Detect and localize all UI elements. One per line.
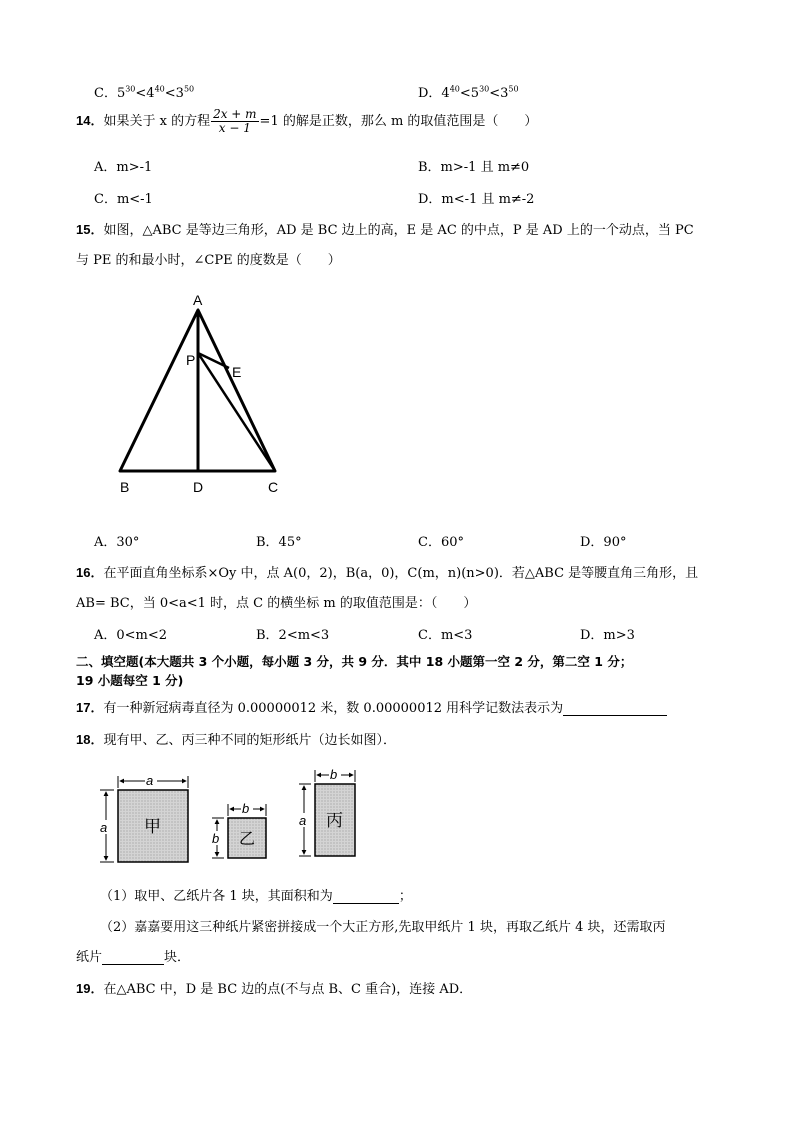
q18-number: 18． <box>76 732 104 747</box>
q16-option-b: B．2<m<3 <box>256 628 330 643</box>
paper-bing <box>298 767 355 856</box>
q14-fraction <box>211 108 258 135</box>
paper-jia-height-label: a <box>100 820 108 835</box>
q15-option-c: C．60° <box>418 535 464 550</box>
paper-yi-name: 乙 <box>239 831 256 848</box>
paper-bing-height-label: a <box>299 813 307 828</box>
q14-stem <box>76 108 537 135</box>
q18-stem: 18．现有甲、乙、丙三种不同的矩形纸片（边长如图）． <box>76 732 396 748</box>
paper-yi-height-label: b <box>212 831 220 846</box>
paper-jia-width-label: a <box>146 773 154 788</box>
q16-line1: 16．在平面直角坐标系×Oy 中，点 A(0，2)，B(a，0)，C(m，n)(n>0)．若△ABC 是等腰直角三角形，且 <box>76 565 699 581</box>
q14-text-before: 如果关于 x 的方程 <box>103 114 211 129</box>
section-heading-fill-in-2: 19 小题每空 1 分) <box>76 673 184 688</box>
q16-line2: AB= BC，当 0<a<1 时，点 C 的横坐标 m 的取值范围是：（ ） <box>76 596 477 611</box>
fraction-numerator: 2x + m <box>213 107 257 121</box>
label-e: E <box>232 364 242 380</box>
label-p: P <box>186 352 196 368</box>
q16-option-c: C．m<3 <box>418 628 473 643</box>
q19-stem: 19．在△ABC 中，D 是 BC 边的点(不与点 B、C 重合)，连接 AD． <box>76 981 473 997</box>
paper-yi-width-label: b <box>242 801 250 816</box>
q15-option-a: A．30° <box>94 535 140 550</box>
q18-sub2-line2: 纸片 块． <box>76 950 191 965</box>
paper-bing-name: 丙 <box>326 811 343 830</box>
section-heading-fill-in: 二、填空题(本大题共 3 个小题，每小题 3 分，共 9 分．其中 18 小题第一空 2 分，第二空 1 分； <box>76 654 633 669</box>
paper-jia <box>99 773 188 862</box>
paper-yi <box>211 801 266 858</box>
q18-sub2-answer-blank[interactable] <box>102 952 164 965</box>
q15-triangle-figure <box>100 288 300 498</box>
q13-option-c: C．$5^{30}<4^{40}<3^{50}$ <box>94 84 195 101</box>
paper-jia-name: 甲 <box>144 817 161 836</box>
q15-option-d: D．90° <box>580 535 627 550</box>
fraction-denominator: x − 1 <box>218 121 251 135</box>
q16-number: 16． <box>76 565 104 580</box>
q17-answer-blank[interactable] <box>563 703 667 716</box>
label-a: A <box>193 292 203 308</box>
q15-line2: 与 PE 的和最小时，∠CPE 的度数是（ ） <box>76 253 341 268</box>
q14-option-b: B．m>-1 且 m≠0 <box>418 160 530 175</box>
q16-option-a: A．0<m<2 <box>94 628 168 643</box>
label-c: C <box>268 479 279 495</box>
q18-sub1-answer-blank[interactable] <box>333 891 399 904</box>
q18-sub1: （1）取甲、乙纸片各 1 块，其面积和为 ； <box>100 889 412 904</box>
triangle-lines <box>120 310 275 471</box>
q15-line1: 15．如图，△ABC 是等边三角形，AD 是 BC 边上的高，E 是 AC 的中点，P 是 AD 上的一个动点，当 PC <box>76 222 694 238</box>
q15-option-b: B．45° <box>256 535 302 550</box>
q17-stem: 17．有一种新冠病毒直径为 0.00000012 米，数 0.00000012 用科学记数法表示为 <box>76 697 667 716</box>
q13-option-d: D．$4^{40}<5^{30}<3^{50}$ <box>418 84 519 101</box>
q14-option-d: D．m<-1 且 m≠-2 <box>418 192 535 207</box>
q18-paper-figure <box>96 764 396 868</box>
q14-option-a: A．m>-1 <box>94 160 153 175</box>
q16-option-d: D．m>3 <box>580 628 635 643</box>
q19-number: 19． <box>76 981 104 996</box>
q15-number: 15． <box>76 222 104 237</box>
q14-option-c: C．m<-1 <box>94 192 153 207</box>
q17-number: 17． <box>76 700 104 715</box>
q18-sub2-line1: （2）嘉嘉要用这三种纸片紧密拼接成一个大正方形,先取甲纸片 1 块，再取乙纸片 4 块，还需取丙 <box>100 920 666 935</box>
q14-text-after: =1 的解是正数，那么 m 的取值范围是（ ） <box>259 114 538 129</box>
paper-bing-width-label: b <box>330 767 338 782</box>
q14-number: 14． <box>76 113 104 128</box>
label-b: B <box>120 479 130 495</box>
label-d: D <box>193 479 204 495</box>
